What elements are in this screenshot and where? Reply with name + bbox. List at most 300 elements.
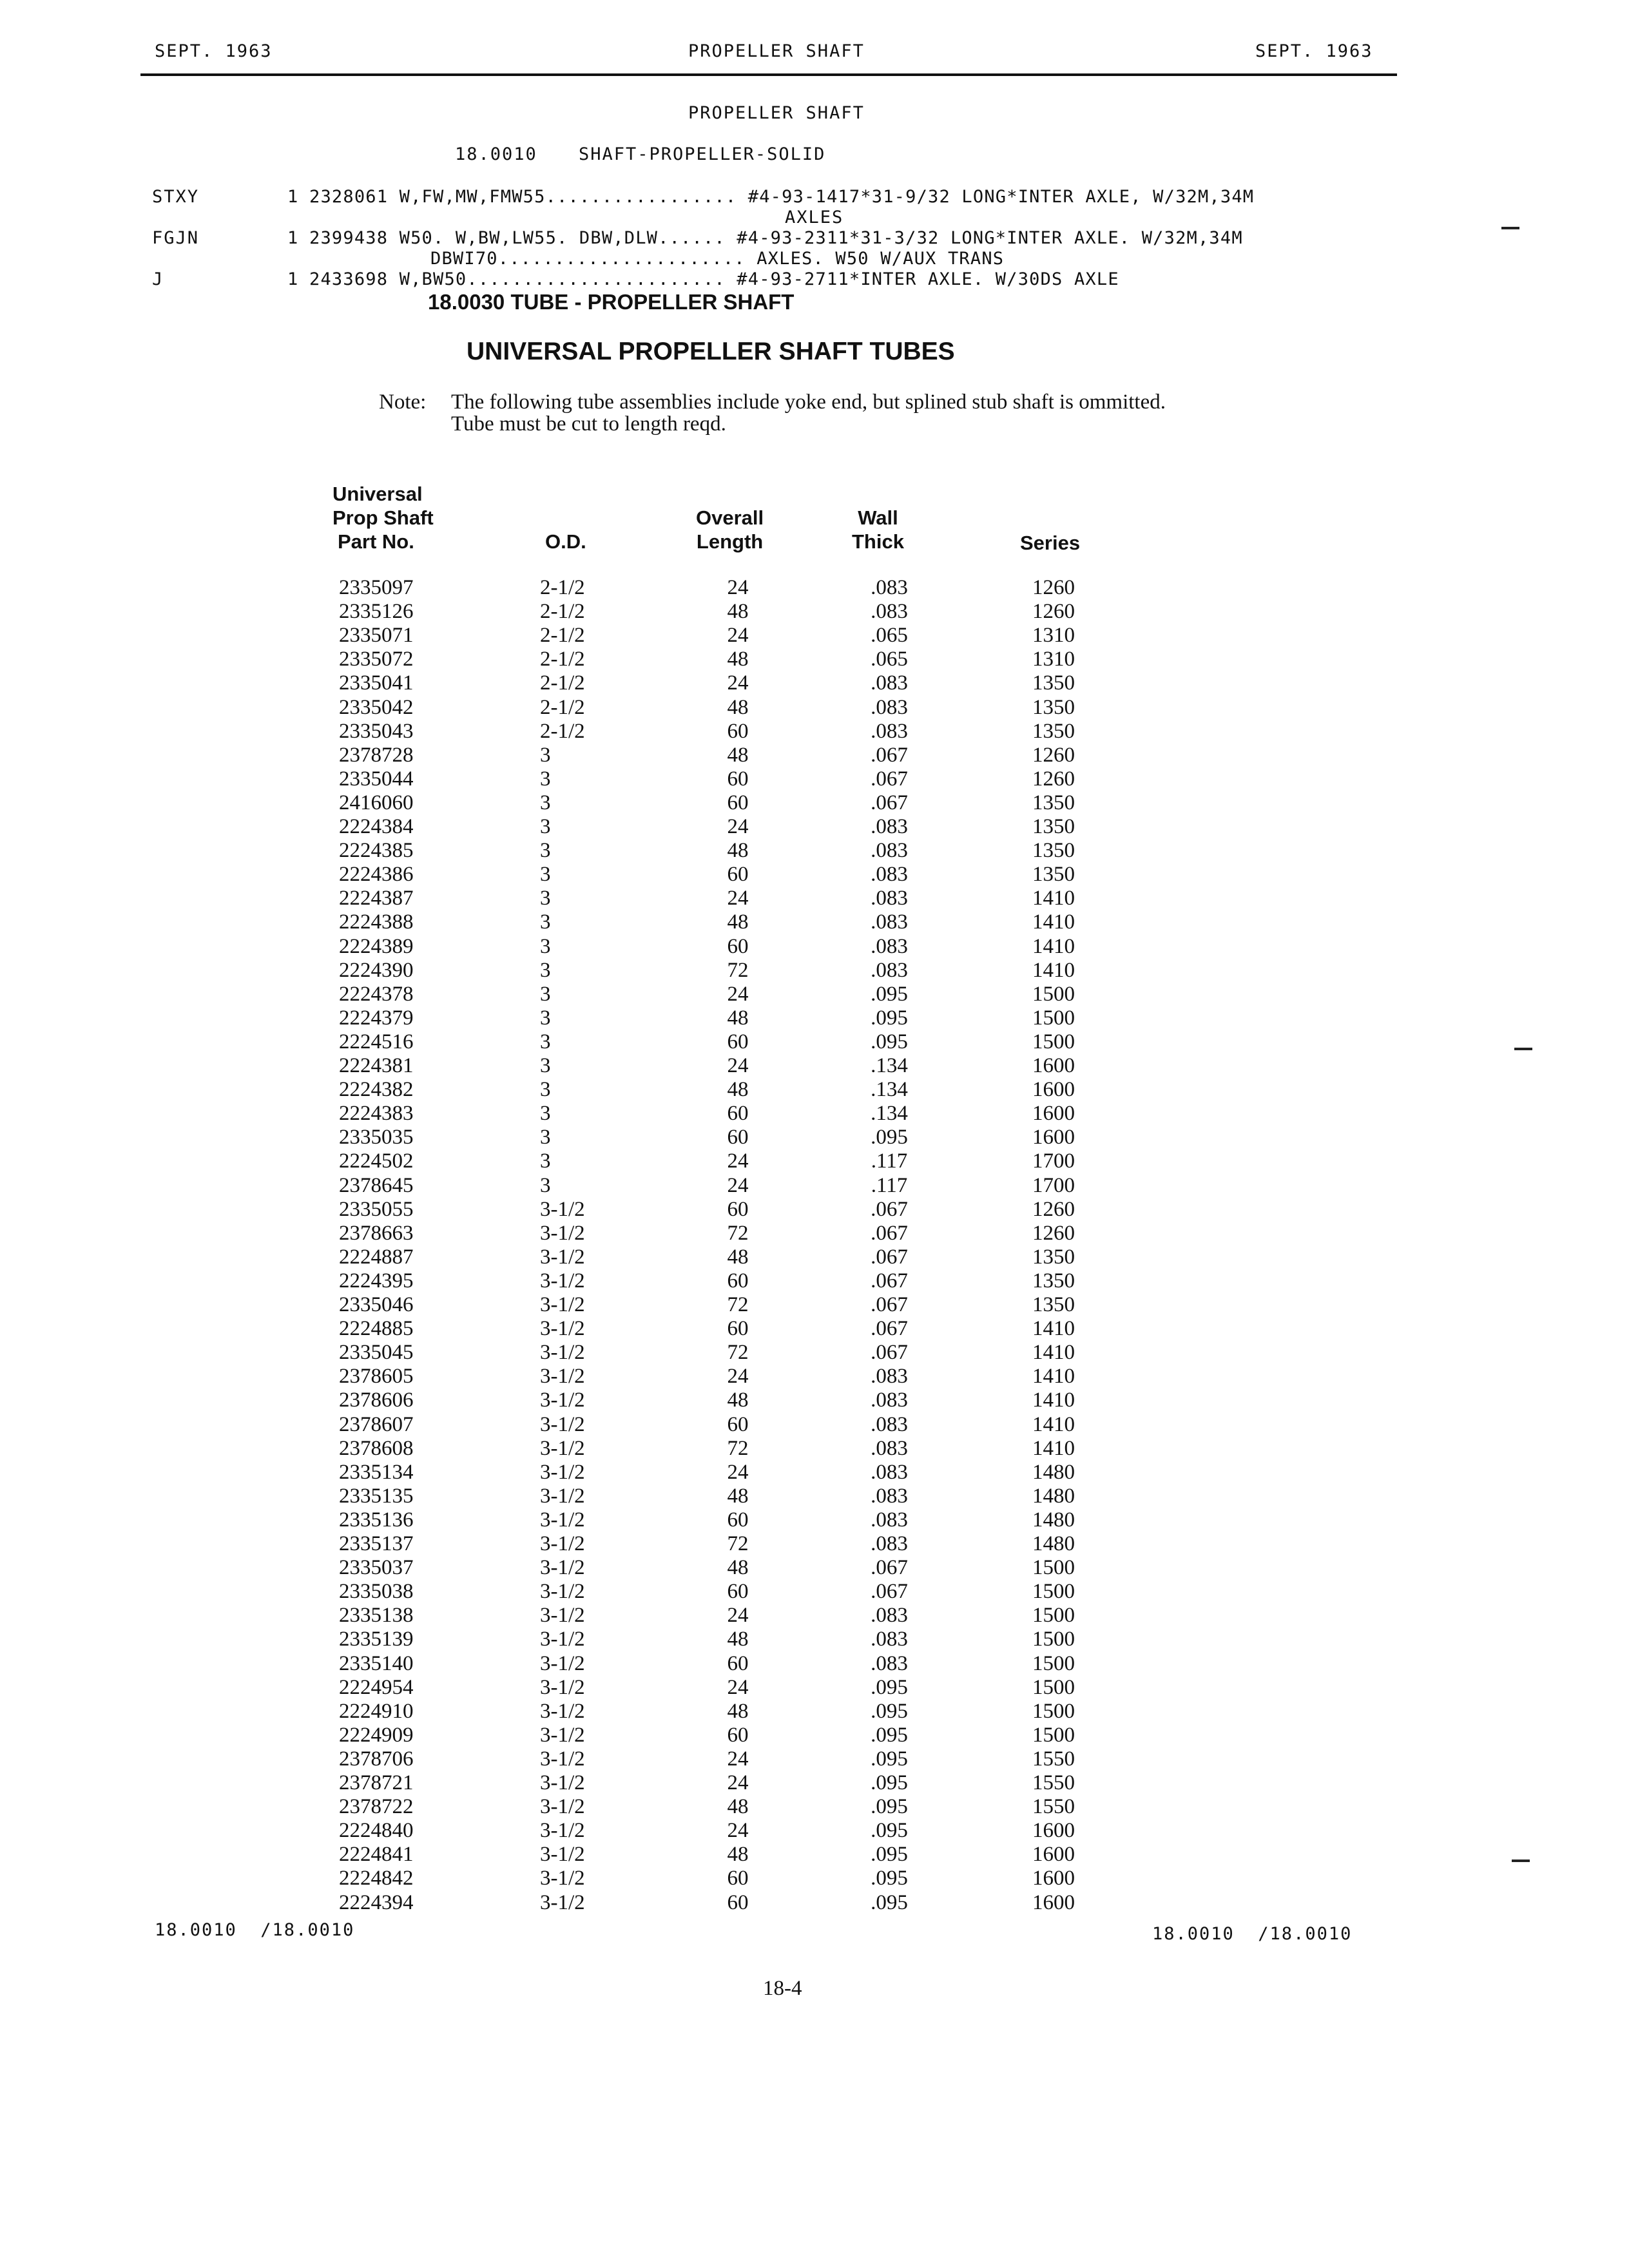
part-number-cell: 2416060 <box>339 791 414 814</box>
series-cell: 1500 <box>1032 1556 1075 1579</box>
part-number-cell: 2335136 <box>339 1508 414 1532</box>
wall-thickness-cell: .095 <box>871 1724 908 1747</box>
outside-diameter-cell: 3 <box>540 1126 551 1149</box>
part-number-cell: 2224381 <box>339 1054 414 1077</box>
part-number-cell: 2378606 <box>339 1389 414 1412</box>
overall-length-cell: 60 <box>727 1867 749 1890</box>
overall-length-cell: 48 <box>727 1795 749 1818</box>
wall-thickness-cell: .083 <box>871 935 908 958</box>
part-number-cell: 2224390 <box>339 959 414 982</box>
outside-diameter-cell: 3 <box>540 767 551 791</box>
wall-thickness-cell: .083 <box>871 1604 908 1627</box>
outside-diameter-cell: 3-1/2 <box>540 1724 585 1747</box>
wall-thickness-cell: .095 <box>871 1843 908 1866</box>
part-number-cell: 2335042 <box>339 696 414 719</box>
overall-length-cell: 48 <box>727 1700 749 1723</box>
series-cell: 1310 <box>1032 624 1075 647</box>
wall-thickness-cell: .083 <box>871 959 908 982</box>
part-number-cell: 2335045 <box>339 1341 414 1364</box>
part-number-cell: 2335071 <box>339 624 414 647</box>
part-number-cell: 2378721 <box>339 1771 414 1794</box>
outside-diameter-cell: 3 <box>540 839 551 862</box>
part-number-cell: 2224389 <box>339 935 414 958</box>
wall-thickness-cell: .095 <box>871 1676 908 1699</box>
overall-length-cell: 48 <box>727 600 749 623</box>
outside-diameter-cell: 3-1/2 <box>540 1867 585 1890</box>
series-cell: 1480 <box>1032 1461 1075 1484</box>
wall-thickness-cell: .067 <box>871 1198 908 1221</box>
overall-length-cell: 48 <box>727 1556 749 1579</box>
note-text-line-2: Tube must be cut to length reqd. <box>451 412 726 436</box>
part-number-cell: 2224394 <box>339 1891 414 1914</box>
overall-length-cell: 60 <box>727 720 749 743</box>
overall-length-cell: 24 <box>727 1054 749 1077</box>
outside-diameter-cell: 2-1/2 <box>540 576 585 599</box>
outside-diameter-cell: 3 <box>540 983 551 1006</box>
wall-thickness-cell: .095 <box>871 1006 908 1030</box>
outside-diameter-cell: 3 <box>540 791 551 814</box>
outside-diameter-cell: 2-1/2 <box>540 696 585 719</box>
series-cell: 1500 <box>1032 1628 1075 1651</box>
overall-length-cell: 24 <box>727 576 749 599</box>
note-text-line-1: The following tube assemblies include yoke end, but splined stub shaft is ommitted. <box>451 390 1166 414</box>
series-cell: 1600 <box>1032 1891 1075 1914</box>
overall-length-cell: 60 <box>727 1580 749 1603</box>
outside-diameter-cell: 3-1/2 <box>540 1843 585 1866</box>
outside-diameter-cell: 3 <box>540 959 551 982</box>
overall-length-cell: 48 <box>727 744 749 767</box>
header-series: Series <box>1020 532 1081 554</box>
part-number-cell: 2378607 <box>339 1413 414 1436</box>
part-number-cell: 2224386 <box>339 863 414 886</box>
series-cell: 1260 <box>1032 600 1075 623</box>
overall-length-cell: 48 <box>727 1843 749 1866</box>
overall-length-cell: 48 <box>727 696 749 719</box>
part-number-cell: 2224384 <box>339 815 414 838</box>
series-cell: 1500 <box>1032 1676 1075 1699</box>
series-cell: 1600 <box>1032 1867 1075 1890</box>
series-cell: 1550 <box>1032 1771 1075 1794</box>
outside-diameter-cell: 3-1/2 <box>540 1628 585 1651</box>
overall-length-cell: 60 <box>727 935 749 958</box>
entry-quantity: 1 <box>287 187 300 207</box>
wall-thickness-cell: .095 <box>871 1126 908 1149</box>
overall-length-cell: 24 <box>727 1771 749 1794</box>
wall-thickness-cell: .083 <box>871 887 908 910</box>
outside-diameter-cell: 3 <box>540 910 551 934</box>
wall-thickness-cell: .083 <box>871 1365 908 1388</box>
entry-model-codes: STXY <box>152 187 200 207</box>
entry-quantity: 1 <box>287 228 300 248</box>
series-cell: 1350 <box>1032 839 1075 862</box>
part-number-cell: 2335055 <box>339 1198 414 1221</box>
wall-thickness-cell: .067 <box>871 1580 908 1603</box>
overall-length-cell: 60 <box>727 1724 749 1747</box>
wall-thickness-cell: .083 <box>871 1413 908 1436</box>
part-number-cell: 2335139 <box>339 1628 414 1651</box>
series-cell: 1410 <box>1032 1365 1075 1388</box>
wall-thickness-cell: .083 <box>871 863 908 886</box>
series-cell: 1350 <box>1032 720 1075 743</box>
overall-length-cell: 60 <box>727 1030 749 1053</box>
outside-diameter-cell: 3-1/2 <box>540 1891 585 1914</box>
overall-length-cell: 24 <box>727 887 749 910</box>
wall-thickness-cell: .083 <box>871 815 908 838</box>
wall-thickness-cell: .067 <box>871 1222 908 1245</box>
part-number-cell: 2335035 <box>339 1126 414 1149</box>
outside-diameter-cell: 3-1/2 <box>540 1819 585 1842</box>
part-number-cell: 2224841 <box>339 1843 414 1866</box>
wall-thickness-cell: .067 <box>871 1245 908 1269</box>
wall-thickness-cell: .065 <box>871 624 908 647</box>
overall-length-cell: 24 <box>727 815 749 838</box>
outside-diameter-cell: 3-1/2 <box>540 1604 585 1627</box>
wall-thickness-cell: .083 <box>871 671 908 695</box>
part-number-cell: 2224502 <box>339 1149 414 1173</box>
series-cell: 1410 <box>1032 1317 1075 1340</box>
part-number-cell: 2335046 <box>339 1293 414 1316</box>
outside-diameter-cell: 3 <box>540 1030 551 1053</box>
series-cell: 1550 <box>1032 1747 1075 1771</box>
overall-length-cell: 24 <box>727 624 749 647</box>
outside-diameter-cell: 3 <box>540 887 551 910</box>
overall-length-cell: 24 <box>727 1365 749 1388</box>
part-number-cell: 2378663 <box>339 1222 414 1245</box>
series-cell: 1350 <box>1032 815 1075 838</box>
wall-thickness-cell: .095 <box>871 983 908 1006</box>
outside-diameter-cell: 3-1/2 <box>540 1365 585 1388</box>
margin-change-mark <box>1514 1048 1532 1050</box>
outside-diameter-cell: 3 <box>540 863 551 886</box>
outside-diameter-cell: 3-1/2 <box>540 1532 585 1555</box>
entry-model-codes: FGJN <box>152 228 200 248</box>
overall-length-cell: 24 <box>727 671 749 695</box>
series-cell: 1260 <box>1032 744 1075 767</box>
wall-thickness-cell: .095 <box>871 1030 908 1053</box>
header-divider <box>140 73 1397 76</box>
overall-length-cell: 24 <box>727 1747 749 1771</box>
wall-thickness-cell: .117 <box>871 1149 908 1173</box>
series-cell: 1410 <box>1032 1413 1075 1436</box>
part-number-cell: 2224909 <box>339 1724 414 1747</box>
series-cell: 1500 <box>1032 1580 1075 1603</box>
wall-thickness-cell: .095 <box>871 1747 908 1771</box>
overall-length-cell: 60 <box>727 1198 749 1221</box>
wall-thickness-cell: .134 <box>871 1078 908 1101</box>
header-right-date: SEPT. 1963 <box>1255 41 1373 61</box>
entry-description-continued: DBWI70...................... AXLES. W50 W/AUX TRANS <box>430 249 1005 269</box>
overall-length-cell: 60 <box>727 1891 749 1914</box>
outside-diameter-cell: 3-1/2 <box>540 1556 585 1579</box>
overall-length-cell: 72 <box>727 1293 749 1316</box>
part-number-cell: 2335041 <box>339 671 414 695</box>
outside-diameter-cell: 3-1/2 <box>540 1389 585 1412</box>
outside-diameter-cell: 3-1/2 <box>540 1461 585 1484</box>
overall-length-cell: 48 <box>727 1628 749 1651</box>
outside-diameter-cell: 2-1/2 <box>540 720 585 743</box>
overall-length-cell: 48 <box>727 648 749 671</box>
overall-length-cell: 24 <box>727 1149 749 1173</box>
wall-thickness-cell: .083 <box>871 696 908 719</box>
outside-diameter-cell: 3 <box>540 744 551 767</box>
series-cell: 1600 <box>1032 1078 1075 1101</box>
header-left-date: SEPT. 1963 <box>155 41 273 61</box>
outside-diameter-cell: 3 <box>540 815 551 838</box>
overall-length-cell: 48 <box>727 910 749 934</box>
series-cell: 1260 <box>1032 1198 1075 1221</box>
part-number-cell: 2224954 <box>339 1676 414 1699</box>
part-number-cell: 2224378 <box>339 983 414 1006</box>
part-number-cell: 2335134 <box>339 1461 414 1484</box>
wall-thickness-cell: .067 <box>871 791 908 814</box>
header-overall-length: Overall Length <box>696 506 764 553</box>
part-number-cell: 2224387 <box>339 887 414 910</box>
wall-thickness-cell: .083 <box>871 1532 908 1555</box>
wall-thickness-cell: .065 <box>871 648 908 671</box>
outside-diameter-cell: 3-1/2 <box>540 1222 585 1245</box>
overall-length-cell: 48 <box>727 1078 749 1101</box>
series-cell: 1310 <box>1032 648 1075 671</box>
series-cell: 1600 <box>1032 1819 1075 1842</box>
overall-length-cell: 60 <box>727 863 749 886</box>
series-cell: 1350 <box>1032 863 1075 886</box>
series-cell: 1410 <box>1032 935 1075 958</box>
part-number-cell: 2224885 <box>339 1317 414 1340</box>
series-cell: 1410 <box>1032 1389 1075 1412</box>
part-number-cell: 2224382 <box>339 1078 414 1101</box>
part-number-cell: 2378605 <box>339 1365 414 1388</box>
part-number-cell: 2378645 <box>339 1174 414 1197</box>
header-outside-diameter: O.D. <box>545 530 586 553</box>
tube-subsection-title: UNIVERSAL PROPELLER SHAFT TUBES <box>467 338 955 365</box>
wall-thickness-cell: .067 <box>871 1293 908 1316</box>
series-cell: 1410 <box>1032 1437 1075 1460</box>
overall-length-cell: 60 <box>727 1269 749 1293</box>
wall-thickness-cell: .134 <box>871 1054 908 1077</box>
header-wall-thickness: Wall Thick <box>852 506 904 553</box>
series-cell: 1700 <box>1032 1174 1075 1197</box>
series-cell: 1410 <box>1032 910 1075 934</box>
overall-length-cell: 24 <box>727 1461 749 1484</box>
outside-diameter-cell: 3-1/2 <box>540 1700 585 1723</box>
solid-subsection-name: SHAFT-PROPELLER-SOLID <box>579 144 826 164</box>
outside-diameter-cell: 3-1/2 <box>540 1437 585 1460</box>
series-cell: 1260 <box>1032 1222 1075 1245</box>
series-cell: 1410 <box>1032 1341 1075 1364</box>
part-number-cell: 2224516 <box>339 1030 414 1053</box>
wall-thickness-cell: .095 <box>871 1819 908 1842</box>
outside-diameter-cell: 3-1/2 <box>540 1413 585 1436</box>
overall-length-cell: 72 <box>727 1532 749 1555</box>
wall-thickness-cell: .067 <box>871 1317 908 1340</box>
outside-diameter-cell: 3 <box>540 1149 551 1173</box>
part-number-cell: 2335038 <box>339 1580 414 1603</box>
outside-diameter-cell: 3-1/2 <box>540 1795 585 1818</box>
part-number-cell: 2378722 <box>339 1795 414 1818</box>
outside-diameter-cell: 3-1/2 <box>540 1269 585 1293</box>
margin-change-mark <box>1512 1860 1530 1862</box>
outside-diameter-cell: 3 <box>540 1078 551 1101</box>
series-cell: 1500 <box>1032 1652 1075 1675</box>
series-cell: 1410 <box>1032 887 1075 910</box>
wall-thickness-cell: .083 <box>871 1437 908 1460</box>
outside-diameter-cell: 2-1/2 <box>540 624 585 647</box>
wall-thickness-cell: .083 <box>871 839 908 862</box>
wall-thickness-cell: .083 <box>871 1485 908 1508</box>
wall-thickness-cell: .095 <box>871 1867 908 1890</box>
overall-length-cell: 24 <box>727 1819 749 1842</box>
series-cell: 1260 <box>1032 767 1075 791</box>
wall-thickness-cell: .117 <box>871 1174 908 1197</box>
wall-thickness-cell: .095 <box>871 1795 908 1818</box>
part-number-cell: 2335097 <box>339 576 414 599</box>
overall-length-cell: 48 <box>727 1245 749 1269</box>
footer-right-range: 18.0010 /18.0010 <box>1152 1924 1353 1944</box>
part-number-cell: 2335072 <box>339 648 414 671</box>
outside-diameter-cell: 2-1/2 <box>540 671 585 695</box>
outside-diameter-cell: 3-1/2 <box>540 1198 585 1221</box>
outside-diameter-cell: 3-1/2 <box>540 1508 585 1532</box>
series-cell: 1480 <box>1032 1485 1075 1508</box>
outside-diameter-cell: 3-1/2 <box>540 1580 585 1603</box>
outside-diameter-cell: 3 <box>540 1174 551 1197</box>
part-number-cell: 2378706 <box>339 1747 414 1771</box>
series-cell: 1600 <box>1032 1126 1075 1149</box>
wall-thickness-cell: .083 <box>871 910 908 934</box>
overall-length-cell: 60 <box>727 1102 749 1125</box>
overall-length-cell: 72 <box>727 959 749 982</box>
wall-thickness-cell: .067 <box>871 767 908 791</box>
series-cell: 1350 <box>1032 791 1075 814</box>
wall-thickness-cell: .083 <box>871 600 908 623</box>
wall-thickness-cell: .134 <box>871 1102 908 1125</box>
part-number-cell: 2378728 <box>339 744 414 767</box>
outside-diameter-cell: 3-1/2 <box>540 1771 585 1794</box>
overall-length-cell: 48 <box>727 839 749 862</box>
outside-diameter-cell: 3 <box>540 1102 551 1125</box>
part-number-cell: 2224383 <box>339 1102 414 1125</box>
overall-length-cell: 48 <box>727 1389 749 1412</box>
outside-diameter-cell: 3 <box>540 1006 551 1030</box>
overall-length-cell: 48 <box>727 1006 749 1030</box>
outside-diameter-cell: 3 <box>540 1054 551 1077</box>
entry-description: 2433698 W,BW50....................... #4-93-2711*INTER AXLE. W/30DS AXLE <box>309 269 1119 289</box>
series-cell: 1350 <box>1032 1293 1075 1316</box>
series-cell: 1500 <box>1032 1724 1075 1747</box>
solid-subsection-code: 18.0010 <box>455 144 537 164</box>
section-title: PROPELLER SHAFT <box>688 103 865 123</box>
series-cell: 1500 <box>1032 1604 1075 1627</box>
overall-length-cell: 60 <box>727 791 749 814</box>
outside-diameter-cell: 2-1/2 <box>540 600 585 623</box>
outside-diameter-cell: 2-1/2 <box>540 648 585 671</box>
overall-length-cell: 60 <box>727 1652 749 1675</box>
wall-thickness-cell: .067 <box>871 1269 908 1293</box>
outside-diameter-cell: 3 <box>540 935 551 958</box>
entry-model-codes: J <box>152 269 164 289</box>
header-title: PROPELLER SHAFT <box>688 41 865 61</box>
series-cell: 1550 <box>1032 1795 1075 1818</box>
part-number-cell: 2224910 <box>339 1700 414 1723</box>
outside-diameter-cell: 3-1/2 <box>540 1747 585 1771</box>
part-number-cell: 2224388 <box>339 910 414 934</box>
overall-length-cell: 60 <box>727 1508 749 1532</box>
wall-thickness-cell: .095 <box>871 1891 908 1914</box>
entry-description: 2399438 W50. W,BW,LW55. DBW,DLW...... #4-93-2311*31-3/32 LONG*INTER AXLE. W/32M,34M <box>309 228 1243 248</box>
margin-change-mark <box>1501 227 1519 229</box>
series-cell: 1600 <box>1032 1102 1075 1125</box>
wall-thickness-cell: .095 <box>871 1771 908 1794</box>
wall-thickness-cell: .083 <box>871 1652 908 1675</box>
series-cell: 1700 <box>1032 1149 1075 1173</box>
outside-diameter-cell: 3-1/2 <box>540 1317 585 1340</box>
overall-length-cell: 72 <box>727 1341 749 1364</box>
wall-thickness-cell: .083 <box>871 1628 908 1651</box>
series-cell: 1600 <box>1032 1054 1075 1077</box>
wall-thickness-cell: .095 <box>871 1700 908 1723</box>
overall-length-cell: 72 <box>727 1437 749 1460</box>
entry-quantity: 1 <box>287 269 300 289</box>
footer-left-range: 18.0010 /18.0010 <box>155 1920 355 1940</box>
series-cell: 1500 <box>1032 1030 1075 1053</box>
outside-diameter-cell: 3-1/2 <box>540 1676 585 1699</box>
series-cell: 1600 <box>1032 1843 1075 1866</box>
outside-diameter-cell: 3-1/2 <box>540 1485 585 1508</box>
series-cell: 1260 <box>1032 576 1075 599</box>
overall-length-cell: 60 <box>727 767 749 791</box>
part-number-cell: 2335135 <box>339 1485 414 1508</box>
wall-thickness-cell: .083 <box>871 1461 908 1484</box>
overall-length-cell: 72 <box>727 1222 749 1245</box>
part-number-cell: 2335138 <box>339 1604 414 1627</box>
part-number-cell: 2224842 <box>339 1867 414 1890</box>
series-cell: 1500 <box>1032 983 1075 1006</box>
overall-length-cell: 24 <box>727 983 749 1006</box>
series-cell: 1350 <box>1032 696 1075 719</box>
part-number-cell: 2224385 <box>339 839 414 862</box>
series-cell: 1480 <box>1032 1508 1075 1532</box>
note-label: Note: <box>379 390 427 414</box>
outside-diameter-cell: 3-1/2 <box>540 1341 585 1364</box>
wall-thickness-cell: .083 <box>871 720 908 743</box>
wall-thickness-cell: .083 <box>871 1389 908 1412</box>
wall-thickness-cell: .067 <box>871 1556 908 1579</box>
overall-length-cell: 24 <box>727 1676 749 1699</box>
series-cell: 1500 <box>1032 1006 1075 1030</box>
part-number-cell: 2224379 <box>339 1006 414 1030</box>
part-number-cell: 2335137 <box>339 1532 414 1555</box>
part-number-cell: 2224840 <box>339 1819 414 1842</box>
series-cell: 1500 <box>1032 1700 1075 1723</box>
part-number-cell: 2224395 <box>339 1269 414 1293</box>
part-number-cell: 2224887 <box>339 1245 414 1269</box>
series-cell: 1410 <box>1032 959 1075 982</box>
overall-length-cell: 60 <box>727 1126 749 1149</box>
wall-thickness-cell: .067 <box>871 1341 908 1364</box>
overall-length-cell: 60 <box>727 1413 749 1436</box>
wall-thickness-cell: .083 <box>871 576 908 599</box>
outside-diameter-cell: 3-1/2 <box>540 1652 585 1675</box>
page-number: 18-4 <box>763 1977 802 2000</box>
overall-length-cell: 24 <box>727 1174 749 1197</box>
overall-length-cell: 48 <box>727 1485 749 1508</box>
part-number-cell: 2335043 <box>339 720 414 743</box>
part-number-cell: 2335037 <box>339 1556 414 1579</box>
entry-description-continued: AXLES <box>785 207 844 227</box>
wall-thickness-cell: .067 <box>871 744 908 767</box>
overall-length-cell: 60 <box>727 1317 749 1340</box>
series-cell: 1350 <box>1032 1245 1075 1269</box>
